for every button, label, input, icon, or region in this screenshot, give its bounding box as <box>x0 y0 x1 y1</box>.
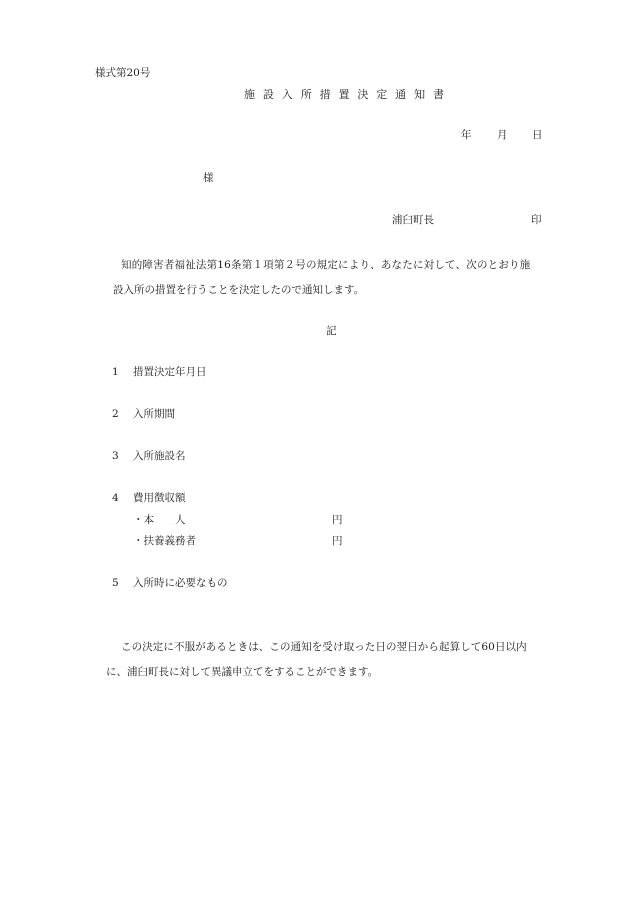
fee-row-label-self: ・本 人 <box>133 514 186 526</box>
date-month-label: 月 <box>497 129 508 141</box>
document-title: 施 設 入 所 措 置 決 定 通 知 書 <box>244 88 447 101</box>
item-label-admission-period: 入所期間 <box>133 408 175 420</box>
date-year-label: 年 <box>461 129 472 141</box>
appeal-notice-line-1: この決定に不服があるときは、この通知を受け取った日の翌日から起算して60日以内 <box>121 641 527 653</box>
body-text-line-1: 知的障害者福祉法第16条第１項第２号の規定により、あなたに対して、次のとおり施 <box>121 259 531 271</box>
item-number: 5 <box>112 577 119 589</box>
addressee-honorific: 様 <box>203 172 214 184</box>
fee-row-unit-self: 円 <box>332 514 343 526</box>
item-label-required-items: 入所時に必要なもの <box>133 577 228 589</box>
body-text-line-2: 設入所の措置を行うことを決定したので通知します。 <box>113 284 365 296</box>
item-number: 4 <box>112 492 119 504</box>
fee-row-unit-guardian: 円 <box>332 535 343 547</box>
item-number: 2 <box>112 408 119 420</box>
seal-mark: 印 <box>531 214 542 226</box>
item-label-fee-amount: 費用徴収額 <box>133 492 186 504</box>
item-number: 1 <box>112 366 119 378</box>
item-label-decision-date: 措置決定年月日 <box>133 366 207 378</box>
ki-heading: 記 <box>326 325 337 337</box>
fee-row-label-guardian: ・扶養義務者 <box>133 535 196 547</box>
date-day-label: 日 <box>532 129 543 141</box>
form-number: 様式第20号 <box>95 67 151 79</box>
issuer-name: 浦臼町長 <box>392 214 434 226</box>
appeal-notice-line-2: に、浦臼町長に対して異議申立てをすることができます。 <box>106 666 379 678</box>
item-number: 3 <box>112 450 119 462</box>
item-label-facility-name: 入所施設名 <box>133 450 186 462</box>
